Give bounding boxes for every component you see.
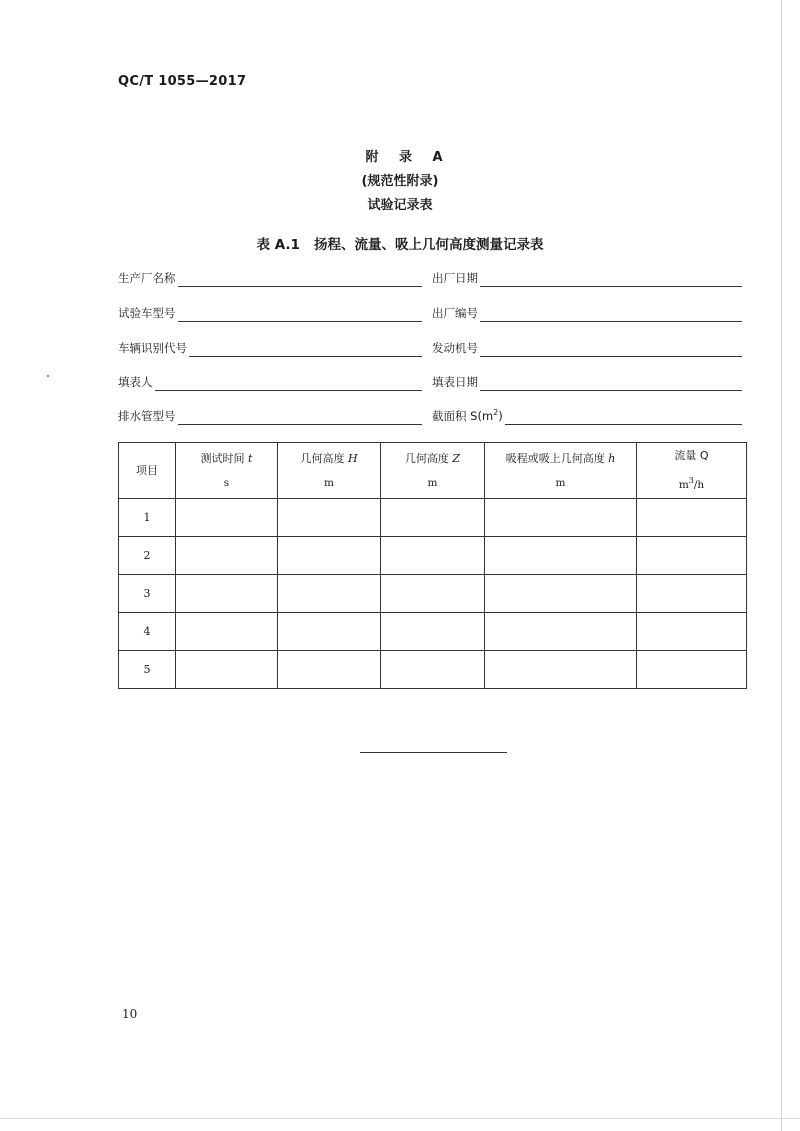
- cell-height-z[interactable]: [381, 651, 485, 689]
- header-item: [119, 443, 176, 499]
- cross-section-field[interactable]: [432, 405, 742, 425]
- cell-flow[interactable]: [637, 613, 747, 651]
- table-row: [119, 613, 747, 651]
- vin-field[interactable]: [118, 337, 422, 357]
- header-flow-unit: [637, 468, 746, 498]
- cross-section-label-text: 截面积 S(m: [432, 409, 494, 423]
- cell-suction-height[interactable]: [485, 575, 637, 613]
- manufacturer-label: 生产厂名称: [118, 271, 176, 285]
- cell-suction-height[interactable]: [485, 613, 637, 651]
- header-flow: [637, 443, 747, 499]
- header-height-z-label: 几何高度: [404, 451, 449, 465]
- drain-pipe-model-field[interactable]: [118, 405, 422, 425]
- header-suction-var: h: [608, 451, 616, 465]
- drain-pipe-model-line[interactable]: [178, 410, 423, 425]
- cell-flow[interactable]: [637, 651, 747, 689]
- cell-flow[interactable]: [637, 537, 747, 575]
- header-flow-label: 流量 Q: [674, 449, 709, 462]
- filled-by-label: 填表人: [118, 375, 153, 389]
- standard-code: QC/T 1055—2017: [118, 74, 247, 89]
- end-rule: [360, 752, 507, 753]
- cell-flow[interactable]: [637, 575, 747, 613]
- table-header-row: [119, 443, 747, 499]
- page-edge-bottom: [0, 1118, 800, 1119]
- vin-line[interactable]: [189, 342, 422, 357]
- fill-date-field[interactable]: [432, 371, 742, 391]
- cell-height-h[interactable]: [278, 537, 381, 575]
- header-height-h-var: H: [347, 451, 358, 465]
- header-test-time: [176, 443, 278, 499]
- cell-test-time[interactable]: [176, 499, 278, 537]
- factory-date-field[interactable]: [432, 267, 742, 287]
- table-number: 表 A.1: [256, 237, 300, 253]
- cell-height-z[interactable]: [381, 575, 485, 613]
- cell-height-h[interactable]: [278, 651, 381, 689]
- engine-number-field[interactable]: [432, 337, 742, 357]
- test-vehicle-model-line[interactable]: [178, 307, 423, 322]
- cell-suction-height[interactable]: [485, 499, 637, 537]
- cell-suction-height[interactable]: [485, 651, 637, 689]
- cross-section-close: ): [498, 409, 503, 423]
- cell-height-z[interactable]: [381, 499, 485, 537]
- table-row: [119, 537, 747, 575]
- header-height-z-unit: m: [427, 476, 438, 489]
- engine-number-label: 发动机号: [432, 341, 478, 355]
- factory-date-label: 出厂日期: [432, 271, 478, 285]
- header-height-h-label: 几何高度: [300, 451, 345, 465]
- header-height-h: [278, 443, 381, 499]
- filled-by-line[interactable]: [155, 376, 423, 391]
- cell-height-h[interactable]: [278, 575, 381, 613]
- fill-date-label: 填表日期: [432, 375, 478, 389]
- engine-number-line[interactable]: [480, 342, 742, 357]
- cell-height-h[interactable]: [278, 499, 381, 537]
- manufacturer-line[interactable]: [178, 272, 423, 287]
- factory-number-line[interactable]: [480, 307, 742, 322]
- appendix-subtitle: 试验记录表: [367, 198, 433, 213]
- cross-section-label: [432, 408, 503, 425]
- cell-test-time[interactable]: [176, 613, 278, 651]
- table-title: [0, 233, 800, 253]
- header-height-h-unit: m: [324, 476, 334, 489]
- row-number: 1: [119, 499, 176, 537]
- factory-number-label: 出厂编号: [432, 306, 478, 320]
- vin-label: 车辆识别代号: [118, 341, 187, 355]
- header-test-time-var: t: [248, 451, 253, 465]
- cell-suction-height[interactable]: [485, 537, 637, 575]
- manufacturer-field[interactable]: [118, 267, 422, 287]
- factory-date-line[interactable]: [480, 272, 742, 287]
- header-item-text: 项目: [136, 464, 158, 477]
- drain-pipe-model-label: 排水管型号: [118, 409, 176, 423]
- row-number: 4: [119, 613, 176, 651]
- filled-by-field[interactable]: [118, 371, 422, 391]
- scan-speck: [47, 375, 49, 377]
- page-number: 10: [122, 1007, 138, 1021]
- header-flow-unit-base: m: [678, 479, 689, 491]
- header-test-time-unit: s: [223, 476, 230, 489]
- header-height-z-var: Z: [452, 451, 461, 465]
- cross-section-sup: 2: [493, 408, 499, 417]
- row-number: 3: [119, 575, 176, 613]
- cell-test-time[interactable]: [176, 537, 278, 575]
- cell-test-time[interactable]: [176, 651, 278, 689]
- cross-section-line[interactable]: [505, 410, 742, 425]
- appendix-type: (规范性附录): [361, 174, 439, 189]
- factory-number-field[interactable]: [432, 302, 742, 322]
- test-vehicle-model-field[interactable]: [118, 302, 422, 322]
- header-height-z: [381, 443, 485, 499]
- header-flow-unit-tail: /h: [693, 479, 705, 491]
- row-number: 5: [119, 651, 176, 689]
- cell-test-time[interactable]: [176, 575, 278, 613]
- header-flow-unit-sup: 3: [688, 476, 694, 485]
- header-suction-unit: m: [555, 476, 566, 489]
- appendix-title: 附 录 A: [365, 150, 451, 165]
- header-suction-height: [485, 443, 637, 499]
- cell-height-z[interactable]: [381, 613, 485, 651]
- cell-flow[interactable]: [637, 499, 747, 537]
- cell-height-h[interactable]: [278, 613, 381, 651]
- table-row: [119, 575, 747, 613]
- header-suction-label: 吸程或吸上几何高度: [505, 451, 605, 465]
- test-vehicle-model-label: 试验车型号: [118, 306, 176, 320]
- table-title-text: 扬程、流量、吸上几何高度测量记录表: [313, 237, 544, 253]
- record-table: [118, 442, 747, 689]
- header-test-time-label: 测试时间: [200, 451, 245, 465]
- row-number: 2: [119, 537, 176, 575]
- table-row: [119, 651, 747, 689]
- fill-date-line[interactable]: [480, 376, 742, 391]
- table-row: [119, 499, 747, 537]
- cell-height-z[interactable]: [381, 537, 485, 575]
